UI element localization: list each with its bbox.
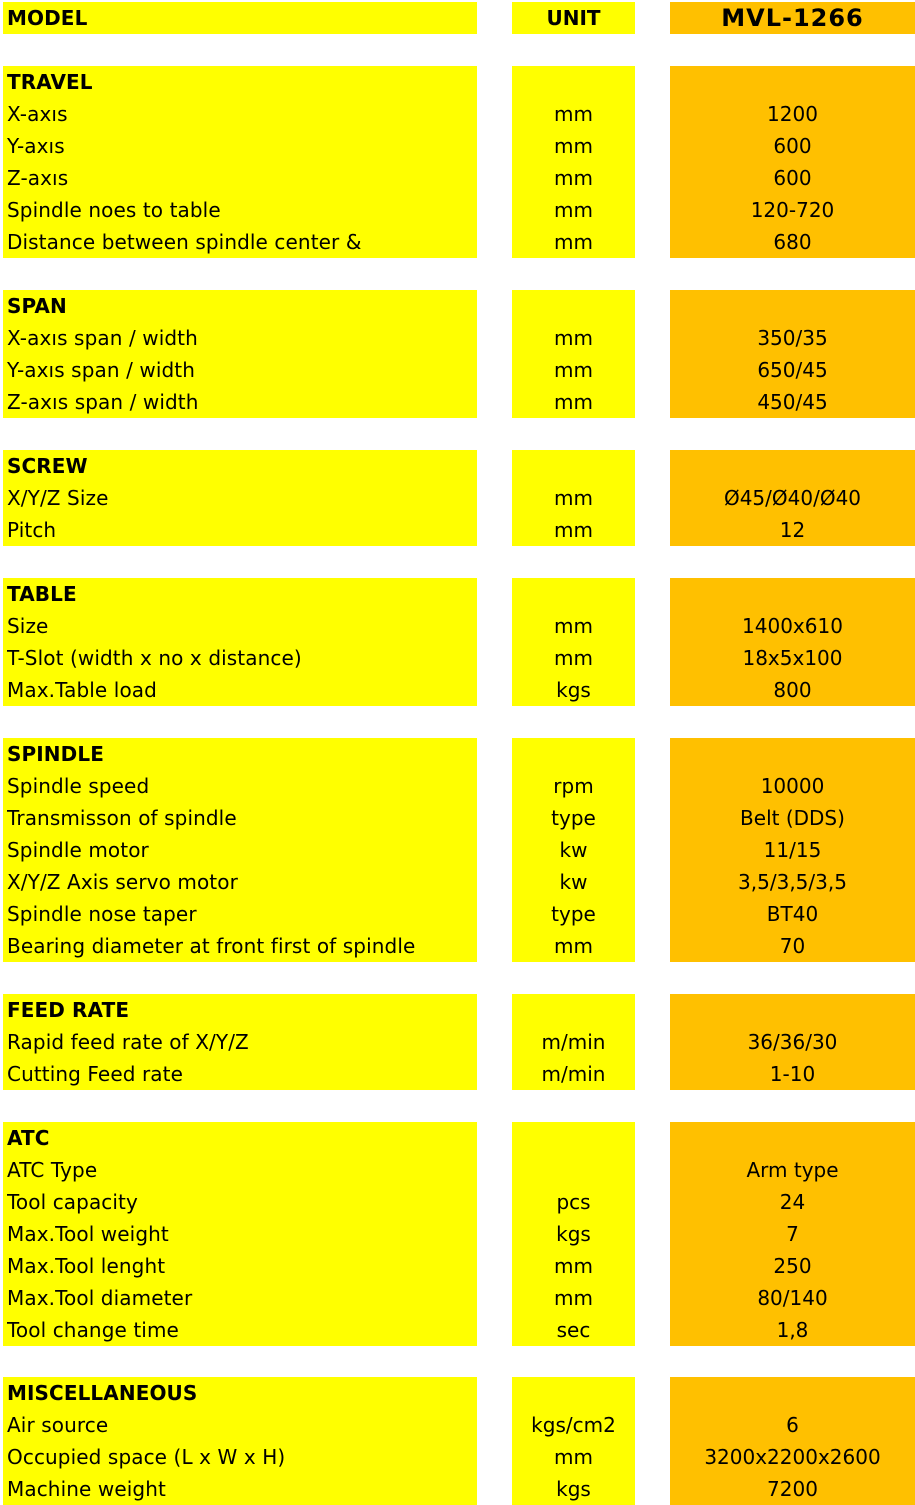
spec-value: 12 bbox=[779, 518, 806, 542]
spec-label: Cutting Feed rate bbox=[7, 1062, 184, 1086]
spec-unit: kgs/cm2 bbox=[531, 1413, 616, 1437]
section-title: SCREW bbox=[7, 454, 88, 478]
section-label-block bbox=[3, 738, 477, 962]
section-label-block bbox=[3, 450, 477, 546]
spec-unit: mm bbox=[554, 198, 593, 222]
spec-value: 600 bbox=[773, 166, 812, 190]
spec-unit bbox=[512, 1154, 635, 1186]
spec-unit: kw bbox=[559, 838, 588, 862]
spec-value: 1200 bbox=[767, 102, 818, 126]
spec-value: 11/15 bbox=[763, 838, 822, 862]
spec-unit: sec bbox=[556, 1318, 591, 1342]
spec-value: 24 bbox=[779, 1190, 806, 1214]
spec-unit: kgs bbox=[556, 678, 591, 702]
spec-label: Spindle nose taper bbox=[7, 902, 197, 926]
spec-unit: type bbox=[551, 902, 596, 926]
spec-unit: m/min bbox=[541, 1062, 606, 1086]
spec-value: 7 bbox=[786, 1222, 799, 1246]
spec-value: 80/140 bbox=[757, 1286, 828, 1310]
spec-value: 6 bbox=[786, 1413, 799, 1437]
spec-value: 350/35 bbox=[757, 326, 828, 350]
spec-value: 10000 bbox=[760, 774, 825, 798]
section-label-block bbox=[3, 1377, 477, 1505]
spec-label: Spindle motor bbox=[7, 838, 149, 862]
section-unit-block bbox=[512, 450, 635, 546]
spec-unit: mm bbox=[554, 1286, 593, 1310]
spec-unit: mm bbox=[554, 134, 593, 158]
spec-label: Max.Tool weight bbox=[7, 1222, 169, 1246]
spec-unit: kgs bbox=[556, 1477, 591, 1501]
spec-unit: m/min bbox=[541, 1030, 606, 1054]
spec-label: T-Slot (width x no x distance) bbox=[7, 646, 302, 670]
section-value-block bbox=[670, 1122, 915, 1346]
spec-label: Machine weight bbox=[7, 1477, 166, 1501]
spec-label: Z-axıs bbox=[7, 166, 69, 190]
spec-value: 1-10 bbox=[769, 1062, 816, 1086]
spec-label: Bearing diameter at front first of spindle bbox=[7, 934, 416, 958]
spec-value: 18x5x100 bbox=[742, 646, 843, 670]
spec-label: Size bbox=[7, 614, 49, 638]
spec-label: X-axıs bbox=[7, 102, 68, 126]
spec-unit: mm bbox=[554, 102, 593, 126]
section-unit-block bbox=[512, 290, 635, 418]
spec-label: Max.Tool diameter bbox=[7, 1286, 193, 1310]
spec-label: Rapid feed rate of X/Y/Z bbox=[7, 1030, 249, 1054]
section-title: TABLE bbox=[7, 582, 77, 606]
spec-label: Distance between spindle center & bbox=[7, 230, 362, 254]
section-value-block bbox=[670, 290, 915, 418]
section-unit-block bbox=[512, 1122, 635, 1346]
section-value-block bbox=[670, 450, 915, 546]
spec-label: Spindle noes to table bbox=[7, 198, 221, 222]
model-value: MVL-1266 bbox=[721, 4, 864, 32]
spec-value: 450/45 bbox=[757, 390, 828, 414]
spec-value: 120-720 bbox=[750, 198, 835, 222]
spec-unit: mm bbox=[554, 1445, 593, 1469]
spec-value: BT40 bbox=[766, 902, 819, 926]
spec-unit: mm bbox=[554, 934, 593, 958]
spec-value: 680 bbox=[773, 230, 812, 254]
spec-unit: mm bbox=[554, 614, 593, 638]
spec-label: X/Y/Z Axis servo motor bbox=[7, 870, 238, 894]
section-unit-block bbox=[512, 578, 635, 706]
spec-value: 70 bbox=[779, 934, 806, 958]
spec-value: Arm type bbox=[746, 1158, 839, 1182]
spec-value: 650/45 bbox=[757, 358, 828, 382]
section-unit-block bbox=[512, 66, 635, 258]
header-unit-cell bbox=[512, 2, 635, 34]
section-value-block bbox=[670, 578, 915, 706]
section-title: TRAVEL bbox=[7, 70, 93, 94]
section-unit-block bbox=[512, 738, 635, 962]
spec-unit: type bbox=[551, 806, 596, 830]
spec-label: Occupied space (L x W x H) bbox=[7, 1445, 286, 1469]
spec-label: Y-axıs bbox=[7, 134, 65, 158]
section-value-block bbox=[670, 738, 915, 962]
spec-value: 600 bbox=[773, 134, 812, 158]
spec-label: Transmisson of spindle bbox=[7, 806, 237, 830]
spec-value: Belt (DDS) bbox=[740, 806, 845, 830]
header-model-value-cell bbox=[670, 2, 915, 34]
spec-unit: mm bbox=[554, 230, 593, 254]
section-label-block bbox=[3, 1122, 477, 1346]
section-label-block bbox=[3, 66, 477, 258]
section-label-block bbox=[3, 290, 477, 418]
spec-value: 250 bbox=[773, 1254, 812, 1278]
spec-value: 1,8 bbox=[776, 1318, 809, 1342]
spec-unit: mm bbox=[554, 518, 593, 542]
section-title: FEED RATE bbox=[7, 998, 130, 1022]
spec-value: Ø45/Ø40/Ø40 bbox=[723, 486, 862, 510]
spec-label: Y-axıs span / width bbox=[7, 358, 196, 382]
spec-unit: pcs bbox=[556, 1190, 591, 1214]
section-value-block bbox=[670, 1377, 915, 1505]
spec-unit: mm bbox=[554, 390, 593, 414]
spec-label: ATC Type bbox=[7, 1158, 98, 1182]
spec-label: Tool capacity bbox=[7, 1190, 138, 1214]
section-title: MISCELLANEOUS bbox=[7, 1381, 198, 1405]
spec-label: Pitch bbox=[7, 518, 57, 542]
spec-value: 3,5/3,5/3,5 bbox=[738, 870, 847, 894]
section-label-block bbox=[3, 578, 477, 706]
spec-unit: mm bbox=[554, 358, 593, 382]
section-title: ATC bbox=[7, 1126, 50, 1150]
section-unit-block bbox=[512, 1377, 635, 1505]
section-title: SPAN bbox=[7, 294, 67, 318]
unit-label: UNIT bbox=[546, 6, 601, 30]
spec-value: 1400x610 bbox=[742, 614, 843, 638]
spec-value: 800 bbox=[773, 678, 812, 702]
spec-label: Air source bbox=[7, 1413, 109, 1437]
spec-unit: kw bbox=[559, 870, 588, 894]
spec-unit: mm bbox=[554, 326, 593, 350]
spec-value: 3200x2200x2600 bbox=[704, 1445, 881, 1469]
spec-unit: mm bbox=[554, 646, 593, 670]
section-unit-block bbox=[512, 994, 635, 1090]
spec-value: 7200 bbox=[767, 1477, 818, 1501]
section-label-block bbox=[3, 994, 477, 1090]
spec-label: Max.Tool lenght bbox=[7, 1254, 166, 1278]
section-value-block bbox=[670, 994, 915, 1090]
spec-label: Z-axıs span / width bbox=[7, 390, 199, 414]
spec-value: 36/36/30 bbox=[747, 1030, 838, 1054]
spec-unit: kgs bbox=[556, 1222, 591, 1246]
spec-label: X/Y/Z Size bbox=[7, 486, 109, 510]
model-label: MODEL bbox=[7, 6, 88, 30]
spec-unit: rpm bbox=[553, 774, 594, 798]
header-model-cell bbox=[3, 2, 477, 34]
spec-unit: mm bbox=[554, 486, 593, 510]
section-value-block bbox=[670, 66, 915, 258]
spec-unit: mm bbox=[554, 1254, 593, 1278]
spec-label: Tool change time bbox=[7, 1318, 179, 1342]
spec-label: Spindle speed bbox=[7, 774, 150, 798]
spec-unit: mm bbox=[554, 166, 593, 190]
spec-label: Max.Table load bbox=[7, 678, 157, 702]
spec-label: X-axıs span / width bbox=[7, 326, 198, 350]
section-title: SPINDLE bbox=[7, 742, 104, 766]
